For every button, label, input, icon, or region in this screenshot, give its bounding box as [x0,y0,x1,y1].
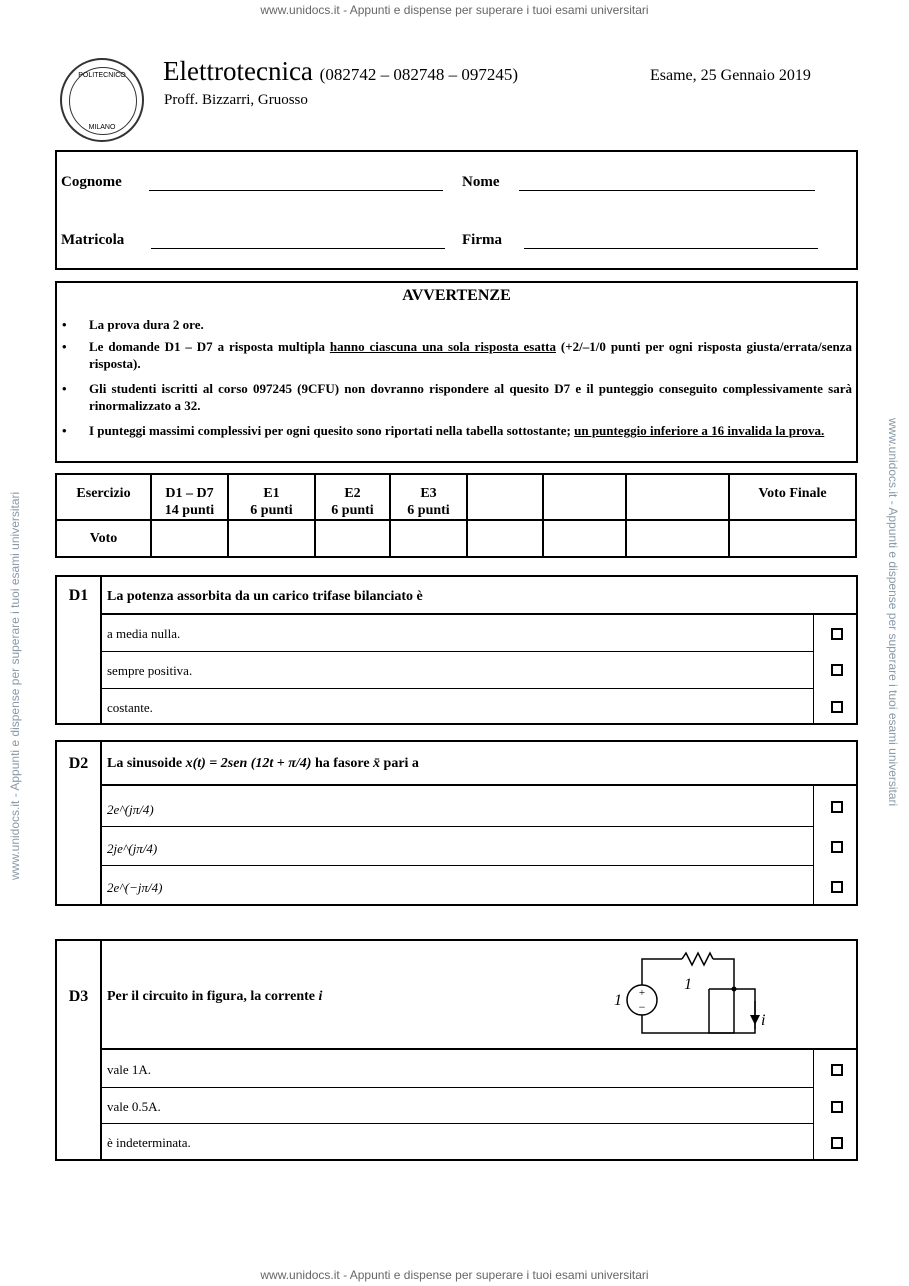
vote-label: Voto [56,520,151,557]
vote-cell[interactable] [228,520,315,557]
course-title [163,56,518,87]
warning-item: I punteggi massimi complessivi per ogni quesito sono riportati nella tabella sottostante; un punteggio inferiore a 16 invalida la prova. [89,423,825,438]
column-e1: E1 6 punti [228,474,315,520]
question-d1 [55,575,858,725]
answer-option: sempre positiva. [107,663,193,678]
answer-option: vale 1A. [107,1062,152,1077]
course-name: Elettrotecnica [163,56,313,86]
divider [102,688,814,689]
warning-item: Gli studenti iscritti al corso 097245 (9CFU) non dovranno rispondere al quesito D7 e il punteggio conseguito complessivamente sarà rinormalizzato a 32. [89,381,852,413]
bullet-icon: • [62,339,67,354]
vote-cell[interactable] [151,520,228,557]
minus-sign: − [638,1000,646,1014]
divider [102,651,814,652]
bullet-icon: • [62,381,67,396]
divider [102,1123,814,1124]
phasor-symbol: x̄ [373,756,381,771]
final-grade-cell[interactable] [729,520,856,557]
plus-sign: + [638,987,646,999]
watermark-top: www.unidocs.it - Appunti e dispense per superare i tuoi esami universitari [260,3,649,17]
name-label: Nome [462,174,500,190]
answer-option: è indeterminata. [107,1135,191,1150]
sinusoid-formula: x(t) = 2sen (12t + π/4) [185,756,312,771]
column-empty [543,474,626,520]
grade-table-vote-row [56,520,856,557]
question-d2 [55,740,858,906]
question-code: D3 [57,941,102,1159]
warnings-box [55,281,858,463]
surname-field[interactable] [149,190,443,191]
divider [102,784,856,786]
column-e3: E3 6 punti [390,474,467,520]
bullet-icon: • [62,423,67,438]
course-codes: (082742 – 082748 – 097245) [319,65,518,84]
column-d1-d7: D1 – D7 14 punti [151,474,228,520]
warnings-title: AVVERTENZE [402,287,511,304]
current-label: i [761,1012,766,1029]
answer-checkbox[interactable] [831,841,843,853]
column-empty [626,474,729,520]
grade-table [55,473,857,558]
signature-field[interactable] [524,248,818,249]
question-text: La sinusoide x(t) = 2sen (12t + π/4) ha fasore x̄ pari a [107,756,419,771]
answer-checkbox[interactable] [831,664,843,676]
column-empty [467,474,543,520]
vote-cell[interactable] [315,520,390,557]
answer-option: vale 0.5A. [107,1099,161,1114]
divider [102,1087,814,1088]
logo-text-top: POLITECNICO [78,72,126,79]
circuit-diagram [610,953,770,1041]
university-logo [60,58,144,142]
answer-option: a media nulla. [107,626,181,641]
answer-checkbox[interactable] [831,1137,843,1149]
final-grade-label: Voto Finale [729,474,856,520]
resistor-label: 1 [684,976,692,993]
resistor [682,953,713,965]
vote-cell[interactable] [467,520,543,557]
warning-item: La prova dura 2 ore. [89,317,204,332]
answer-checkbox[interactable] [831,801,843,813]
grade-table-header-row [56,474,856,520]
divider [102,613,856,615]
question-d3 [55,939,858,1161]
answer-checkbox[interactable] [831,701,843,713]
bullet-icon: • [62,317,67,332]
vote-cell[interactable] [626,520,729,557]
id-label: Matricola [61,232,125,248]
watermark-left: www.unidocs.it - Appunti e dispense per superare i tuoi esami universitari [8,491,22,880]
question-text: Per il circuito in figura, la corrente i [107,989,323,1004]
vote-cell[interactable] [390,520,467,557]
answer-option: costante. [107,700,153,715]
watermark-bottom: www.unidocs.it - Appunti e dispense per superare i tuoi esami universitari [260,1268,649,1282]
logo-text-bottom: MILANO [88,124,116,131]
answer-option: 2je^(jπ/4) [107,841,158,856]
name-field[interactable] [519,190,815,191]
exam-date: Esame, 25 Gennaio 2019 [650,67,811,84]
surname-label: Cognome [61,174,122,190]
answer-checkbox[interactable] [831,628,843,640]
student-form [55,150,858,270]
signature-label: Firma [462,232,502,248]
question-code: D1 [57,577,102,723]
wire [642,959,682,985]
source-label: 1 [614,992,622,1009]
answer-option: 2e^(−jπ/4) [107,880,163,895]
watermark-right: www.unidocs.it - Appunti e dispense per superare i tuoi esami universitari [886,418,900,807]
professors: Proff. Bizzarri, Gruosso [164,92,308,108]
divider [102,1048,856,1050]
arrow-head [750,1015,760,1025]
column-e2: E2 6 punti [315,474,390,520]
answer-checkbox[interactable] [831,1064,843,1076]
question-text: La potenza assorbita da un carico trifase bilanciato è [107,589,423,604]
answer-checkbox[interactable] [831,1101,843,1113]
id-field[interactable] [151,248,445,249]
exercise-label: Esercizio [56,474,151,520]
node [732,987,737,992]
divider [102,826,814,827]
wire [709,989,755,1033]
answer-option: 2e^(jπ/4) [107,802,154,817]
answer-checkbox[interactable] [831,881,843,893]
warning-item: Le domande D1 – D7 a risposta multipla hanno ciascuna una sola risposta esatta (+2/–1/0 punti per ogni risposta giusta/errata/senza risposta). [89,339,852,371]
divider [102,865,814,866]
question-code: D2 [57,742,102,904]
vote-cell[interactable] [543,520,626,557]
